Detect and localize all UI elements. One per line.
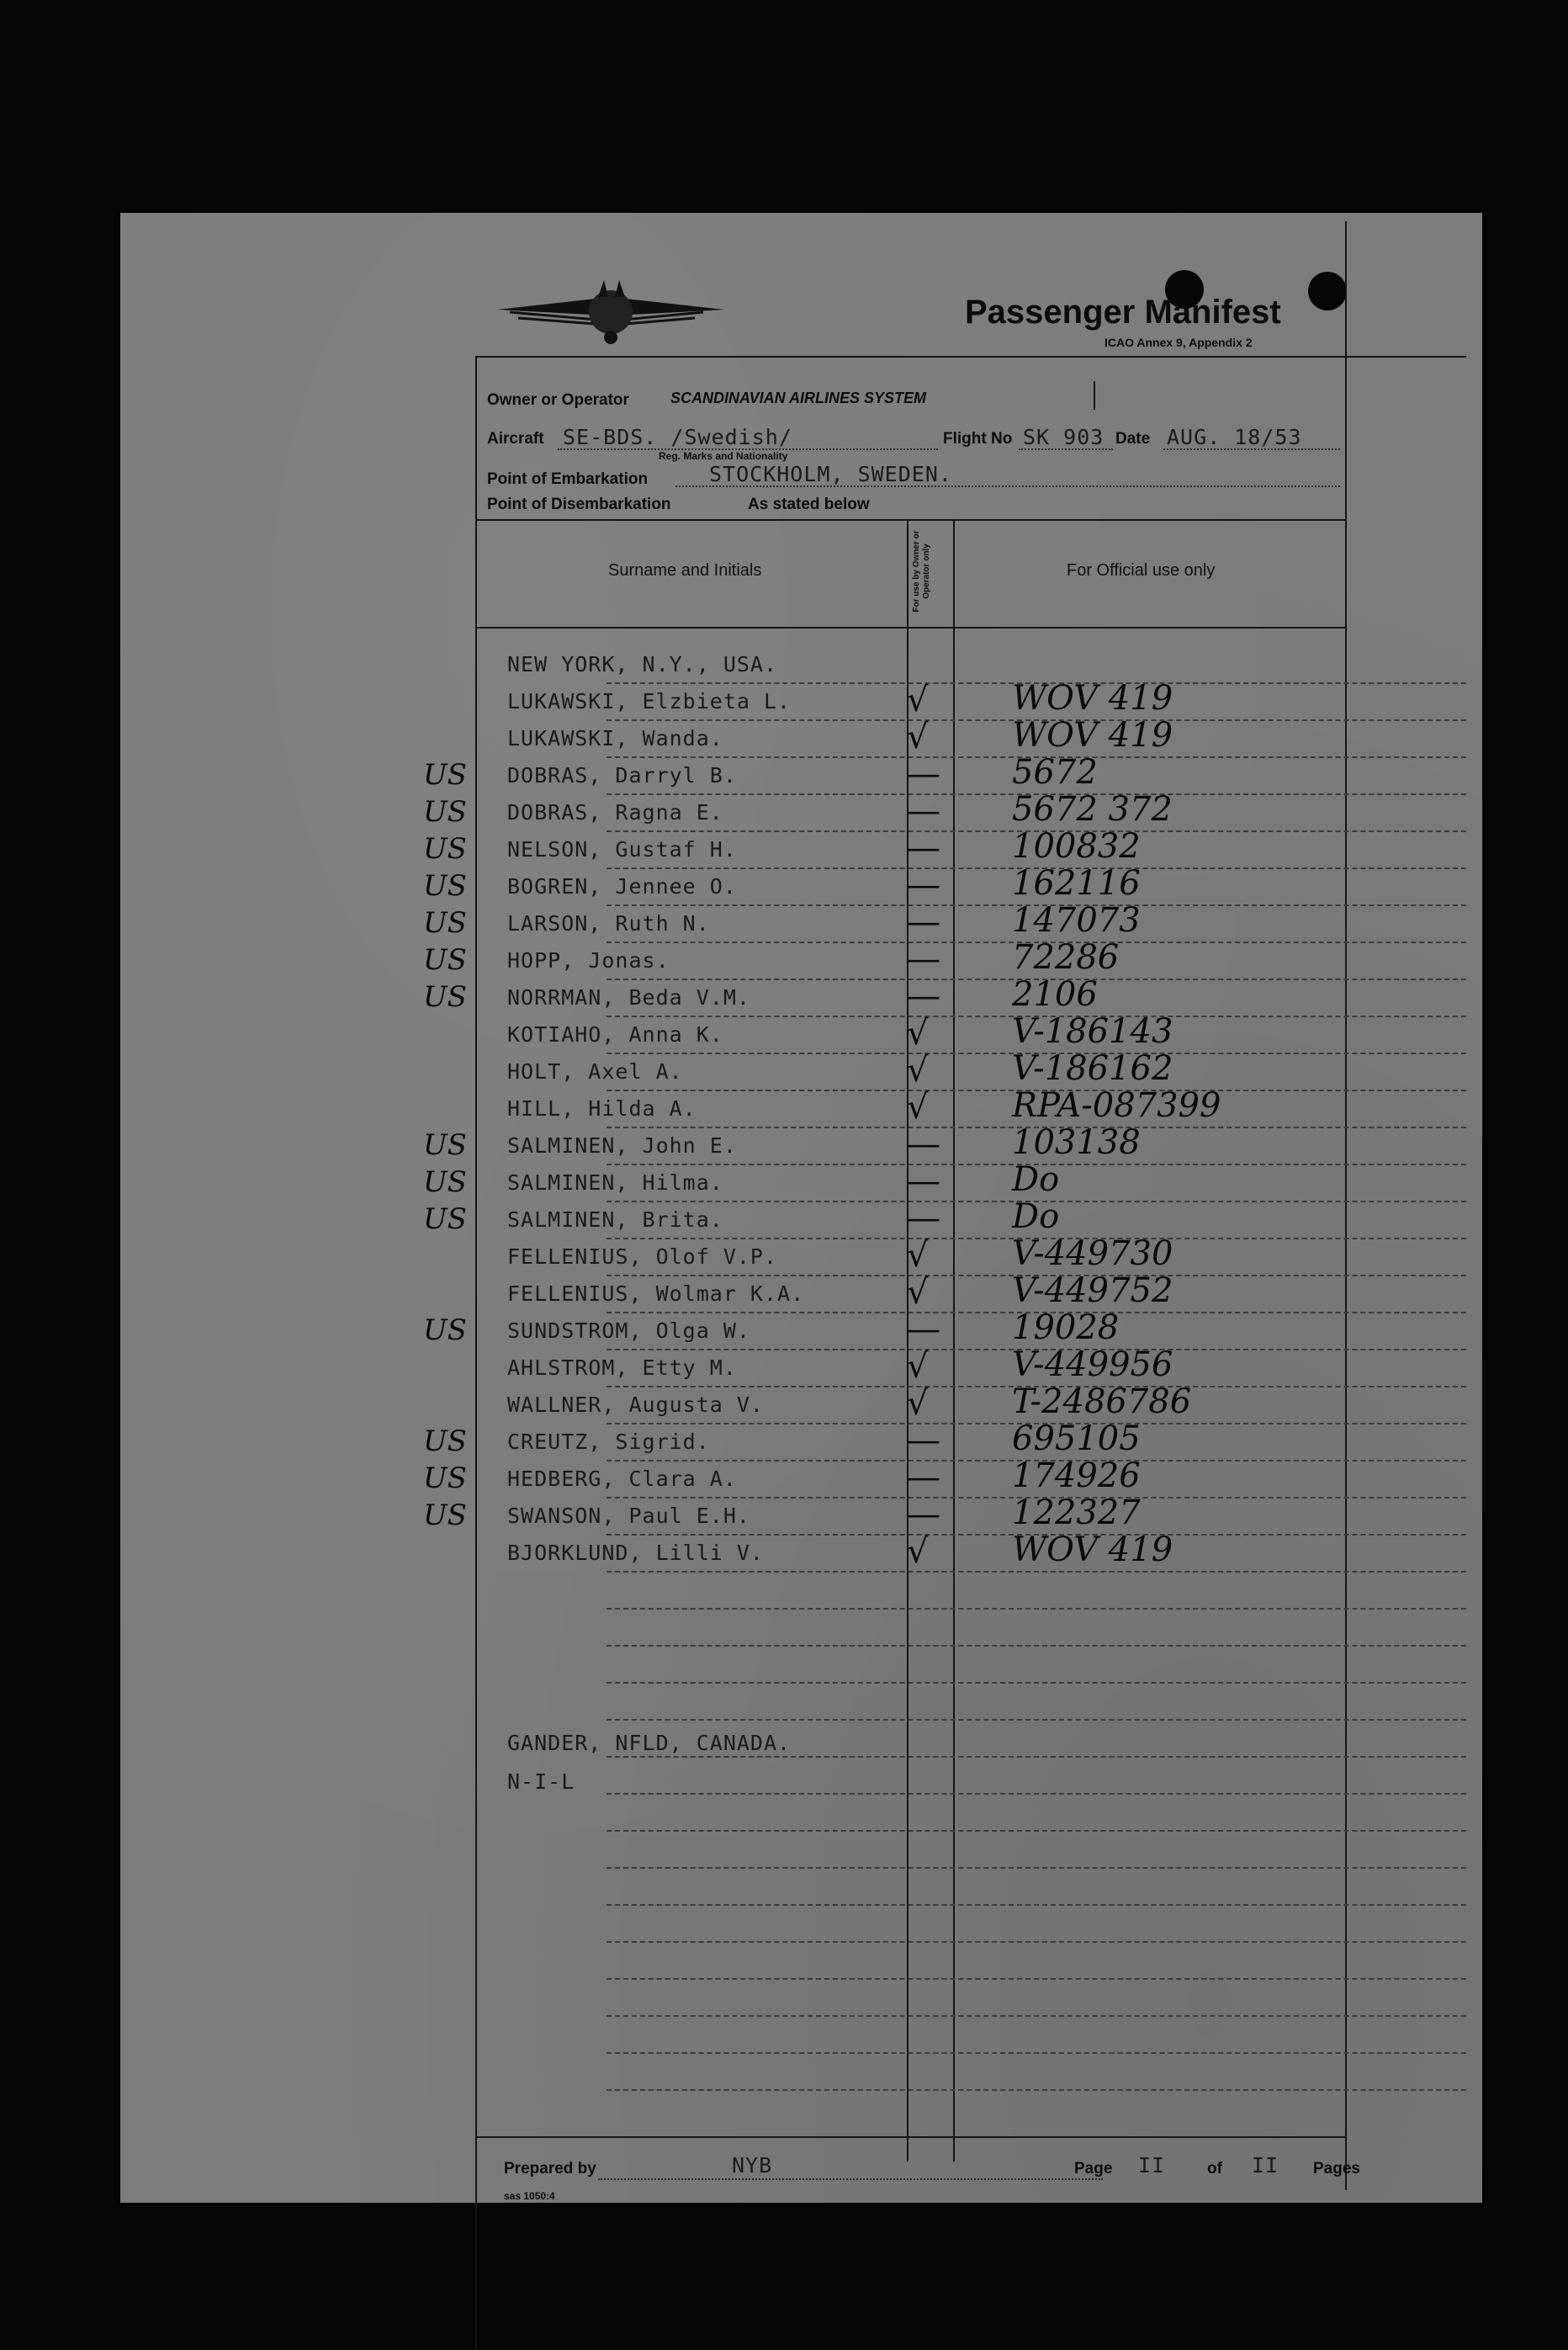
passenger-row (120, 753, 1482, 795)
passenger-name: AHLSTROM, Etty M. (507, 1355, 737, 1380)
passenger-name: DOBRAS, Ragna E. (507, 800, 723, 825)
passenger-row (120, 1234, 1482, 1276)
punch-hole-right (1308, 272, 1347, 310)
owner-check-mark: — (907, 903, 940, 942)
passenger-name: BJORKLUND, Lilli V. (507, 1541, 764, 1565)
us-mark: US (423, 1165, 467, 1199)
owner-check-mark: √ (907, 1384, 929, 1423)
official-number: 72286 (1012, 938, 1120, 977)
us-mark: US (423, 869, 467, 903)
us-mark: US (423, 1202, 467, 1236)
manifest-page (120, 213, 1482, 2203)
official-number: 5672 (1012, 753, 1098, 792)
passenger-row (120, 827, 1482, 869)
official-number: V-449730 (1012, 1234, 1173, 1273)
prepared-by-underline (598, 2178, 1103, 2180)
passenger-name: HOLT, Axel A. (507, 1059, 683, 1084)
passenger-row (120, 1530, 1482, 1573)
owner-check-mark: √ (907, 718, 929, 756)
page-value: II (1138, 2153, 1166, 2178)
passenger-row (120, 1160, 1482, 1202)
official-number: 695105 (1012, 1419, 1141, 1458)
disembarkation-label: Point of Disembarkation (487, 496, 671, 513)
passenger-name: DOBRAS, Darryl B. (507, 763, 737, 788)
embarkation-value: STOCKHOLM, SWEDEN. (709, 462, 952, 486)
owner-check-mark: — (907, 1162, 940, 1201)
embarkation-label: Point of Embarkation (487, 470, 649, 488)
of-value: II (1252, 2153, 1279, 2178)
aircraft-label: Aircraft (487, 430, 544, 448)
us-mark: US (423, 980, 467, 1014)
destination-heading: NEW YORK, N.Y., USA. (507, 652, 778, 676)
passenger-name: SUNDSTROM, Olga W. (507, 1318, 750, 1343)
column-header-surname: Surname and Initials (608, 561, 762, 580)
owner-label: Owner or Operator (487, 391, 629, 409)
passenger-name: HOPP, Jonas. (507, 948, 670, 973)
official-number: 174926 (1012, 1456, 1141, 1495)
passenger-row (120, 1197, 1482, 1239)
passenger-name: BOGREN, Jennee O. (507, 874, 737, 899)
column-header-bottom-rule (475, 627, 1345, 629)
footer-rule (475, 2136, 1345, 2138)
passenger-name: HILL, Hilda A. (507, 1096, 697, 1121)
pages-label: Pages (1313, 2160, 1360, 2178)
second-destination-note: N-I-L (507, 1769, 575, 1794)
of-label: of (1207, 2160, 1222, 2178)
owner-check-mark: — (907, 792, 940, 830)
prepared-by-value: NYB (732, 2153, 773, 2178)
passenger-row (120, 1456, 1482, 1499)
form-subtitle: ICAO Annex 9, Appendix 2 (1104, 336, 1253, 349)
official-number: T-2486786 (1012, 1382, 1192, 1421)
disembarkation-value: As stated below (748, 496, 870, 513)
flight-underline (1019, 448, 1113, 450)
form-title: Passenger Manifest (965, 294, 1281, 331)
official-number: WOV 419 (1012, 716, 1173, 755)
form-code: sas 1050:4 (504, 2190, 555, 2202)
owner-check-mark: — (907, 1310, 940, 1349)
official-number: 103138 (1012, 1123, 1141, 1162)
official-number: 2106 (1012, 975, 1098, 1014)
passenger-name: NELSON, Gustaf H. (507, 837, 737, 862)
passenger-name: LUKAWSKI, Wanda. (507, 726, 723, 751)
official-number: Do (1012, 1197, 1060, 1236)
passenger-row (120, 1493, 1482, 1536)
owner-check-mark: √ (907, 1051, 929, 1090)
passenger-name: NORRMAN, Beda V.M. (507, 985, 750, 1010)
owner-check-mark: √ (907, 681, 929, 719)
official-number: 19028 (1012, 1308, 1120, 1347)
owner-check-mark: — (907, 1458, 940, 1497)
us-mark: US (423, 795, 467, 829)
us-mark: US (423, 943, 467, 977)
passenger-row (120, 716, 1482, 758)
passenger-name: LUKAWSKI, Elzbieta L. (507, 689, 792, 713)
official-number: 122327 (1012, 1493, 1141, 1532)
passenger-name: LARSON, Ruth N. (507, 911, 710, 936)
owner-check-mark: √ (907, 1236, 929, 1275)
airline-wing-logo (489, 272, 733, 347)
passenger-name: FELLENIUS, Wolmar K.A. (507, 1281, 805, 1306)
passenger-row (120, 938, 1482, 980)
official-number: WOV 419 (1012, 1530, 1173, 1569)
us-mark: US (423, 832, 467, 866)
passenger-name: CREUTZ, Sigrid. (507, 1430, 710, 1454)
owner-value: SCANDINAVIAN AIRLINES SYSTEM (670, 390, 927, 406)
owner-check-mark: — (907, 1199, 940, 1238)
us-mark: US (423, 1128, 467, 1162)
owner-check-mark: √ (907, 1014, 929, 1053)
passenger-name: SWANSON, Paul E.H. (507, 1504, 750, 1528)
prepared-by-label: Prepared by (504, 2160, 596, 2178)
date-label: Date (1115, 430, 1151, 448)
passenger-name: KOTIAHO, Anna K. (507, 1022, 723, 1047)
owner-check-mark: — (907, 755, 940, 793)
column-header-official: For Official use only (1067, 561, 1216, 580)
passenger-row (120, 1419, 1482, 1461)
aircraft-value: SE-BDS. /Swedish/ (563, 425, 792, 449)
header-top-rule (475, 356, 1466, 358)
us-mark: US (423, 906, 467, 940)
passenger-row (120, 1382, 1482, 1424)
us-mark: US (423, 1424, 467, 1458)
official-number: 147073 (1012, 901, 1141, 940)
passenger-row (120, 1086, 1482, 1128)
passenger-row (120, 1271, 1482, 1313)
owner-check-mark: — (907, 940, 940, 979)
passenger-row (120, 1049, 1482, 1091)
official-number: 5672 372 (1012, 790, 1173, 829)
column-header-owner-use: For use by Owner or Operator only (912, 530, 931, 613)
passenger-name: SALMINEN, John E. (507, 1133, 737, 1158)
official-number: V-186162 (1012, 1049, 1173, 1088)
owner-check-mark: √ (907, 1347, 929, 1386)
page-label: Page (1074, 2160, 1113, 2178)
official-number: WOV 419 (1012, 679, 1173, 718)
owner-check-mark: √ (907, 1088, 929, 1127)
owner-check-mark: — (907, 1421, 940, 1460)
passenger-row (120, 1345, 1482, 1387)
passenger-row (120, 1123, 1482, 1165)
passenger-row (120, 1308, 1482, 1350)
us-mark: US (423, 1461, 467, 1495)
column-header-top-rule (475, 519, 1345, 521)
official-number: V-449752 (1012, 1271, 1173, 1310)
second-destination-heading: GANDER, NFLD, CANADA. (507, 1731, 792, 1755)
us-mark: US (423, 1313, 467, 1347)
owner-check-mark: — (907, 1495, 940, 1534)
official-number: Do (1012, 1160, 1060, 1199)
flight-value: SK 903 (1023, 425, 1104, 449)
us-mark: US (423, 1499, 467, 1532)
official-number: V-449956 (1012, 1345, 1173, 1384)
owner-field-end (1094, 381, 1095, 410)
owner-check-mark: — (907, 977, 940, 1016)
passenger-name: FELLENIUS, Olof V.P. (507, 1244, 778, 1269)
owner-check-mark: — (907, 866, 940, 904)
flight-label: Flight No (943, 430, 1013, 448)
owner-check-mark: √ (907, 1273, 929, 1312)
passenger-row (120, 1012, 1482, 1054)
passenger-name: SALMINEN, Hilma. (507, 1170, 723, 1195)
official-number: 100832 (1012, 827, 1141, 866)
date-value: AUG. 18/53 (1167, 425, 1302, 449)
embarkation-underline (675, 485, 1340, 487)
passenger-name: SALMINEN, Brita. (507, 1207, 723, 1232)
owner-check-mark: — (907, 829, 940, 867)
official-number: RPA-087399 (1012, 1086, 1221, 1125)
official-number: V-186143 (1012, 1012, 1173, 1051)
passenger-row (120, 679, 1482, 721)
passenger-row (120, 790, 1482, 832)
official-number: 162116 (1012, 864, 1141, 903)
passenger-row (120, 901, 1482, 943)
us-mark: US (423, 758, 467, 792)
owner-check-mark: — (907, 1125, 940, 1164)
passenger-row (120, 975, 1482, 1017)
passenger-name: HEDBERG, Clara A. (507, 1467, 737, 1491)
date-underline (1163, 448, 1340, 450)
aircraft-sub-label: Reg. Marks and Nationality (659, 450, 788, 462)
passenger-name: WALLNER, Augusta V. (507, 1392, 764, 1417)
owner-check-mark: √ (907, 1532, 929, 1571)
passenger-row (120, 864, 1482, 906)
